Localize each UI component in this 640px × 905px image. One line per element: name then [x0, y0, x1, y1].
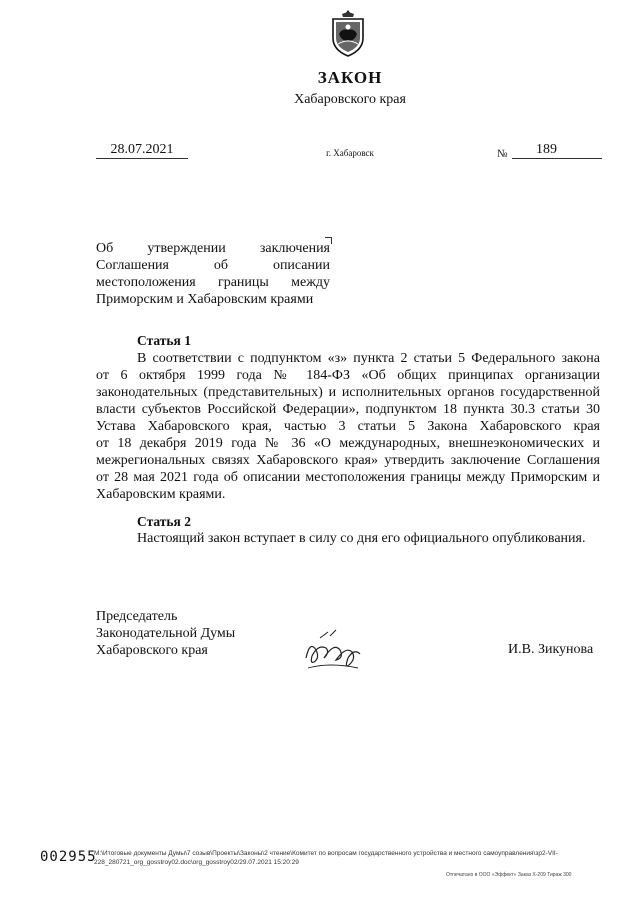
article-line: власти субъектов Российской Федерации», подпунктом 18 пункта 30.3 статьи 30 — [96, 402, 600, 417]
article-line: В соответствии с подпунктом «з» пункта 2 статьи 5 Федерального закона — [137, 351, 600, 366]
document-title: ЗАКОН — [317, 68, 383, 87]
law-subject — [96, 240, 330, 308]
article-line: Хабаровским краями. — [96, 487, 226, 502]
document-date: 28.07.2021 — [96, 142, 188, 159]
number-label: № — [497, 148, 508, 160]
subject-line: Соглашения об описании — [96, 258, 330, 273]
signatory-name: И.В. Зикунова — [508, 642, 594, 657]
signatory-position — [96, 608, 235, 659]
document-city: г. Хабаровск — [326, 148, 374, 158]
position-line: Председатель — [96, 609, 178, 624]
file-path-line: 228_280721_org_gosstroy02.doc\org_gosstroy02/29.07.2021 15:20:29 — [94, 859, 299, 866]
print-note: Отпечатано в ООО «Эффект» Заказ Х-209 Тираж 300 — [446, 872, 572, 878]
document-subtitle: Хабаровского края — [294, 92, 406, 107]
subject-line: местоположения границы между — [96, 275, 330, 290]
subject-line: Об утверждении заключения — [96, 241, 330, 256]
article-2-text: Настоящий закон вступает в силу со дня его официального опубликования. — [137, 531, 586, 546]
file-path-line: М:\Итоговые документы Думы\7 созыв\Проекты\Законы\2 чтение\Комитет по вопросам государственного устройства и местного самоуправления\зр2-VII- — [94, 850, 558, 857]
document-number: 189 — [512, 142, 602, 159]
article-line: Устава Хабаровского края, частью 3 статьи 5 Закона Хабаровского края — [96, 419, 600, 434]
article-line: от 6 октября 1999 года № 184-ФЗ «Об общих принципах организации — [96, 368, 600, 383]
position-line: Хабаровского края — [96, 643, 208, 658]
article-1-heading: Статья 1 — [137, 333, 191, 348]
subject-line: Приморским и Хабаровским краями — [96, 292, 314, 307]
article-2-heading: Статья 2 — [137, 514, 191, 529]
file-path — [94, 849, 614, 867]
subject-corner-mark — [325, 237, 332, 244]
position-line: Законодательной Думы — [96, 626, 236, 641]
article-line: от 18 декабря 2019 года № 36 «О международных, внешнеэкономических и — [96, 436, 600, 451]
article-line: законодательных (представительных) и исполнительных органов государственной — [96, 385, 600, 400]
registration-number: 002955 — [40, 849, 97, 865]
article-line: межрегиональных связях Хабаровского края» утвердить заключение Соглашения — [96, 453, 600, 468]
handwritten-signature — [300, 628, 366, 674]
article-1-text — [96, 350, 600, 503]
coat-of-arms-icon — [328, 8, 368, 58]
article-line: от 28 мая 2021 года об описании местоположения границы между Приморским и — [96, 470, 600, 485]
